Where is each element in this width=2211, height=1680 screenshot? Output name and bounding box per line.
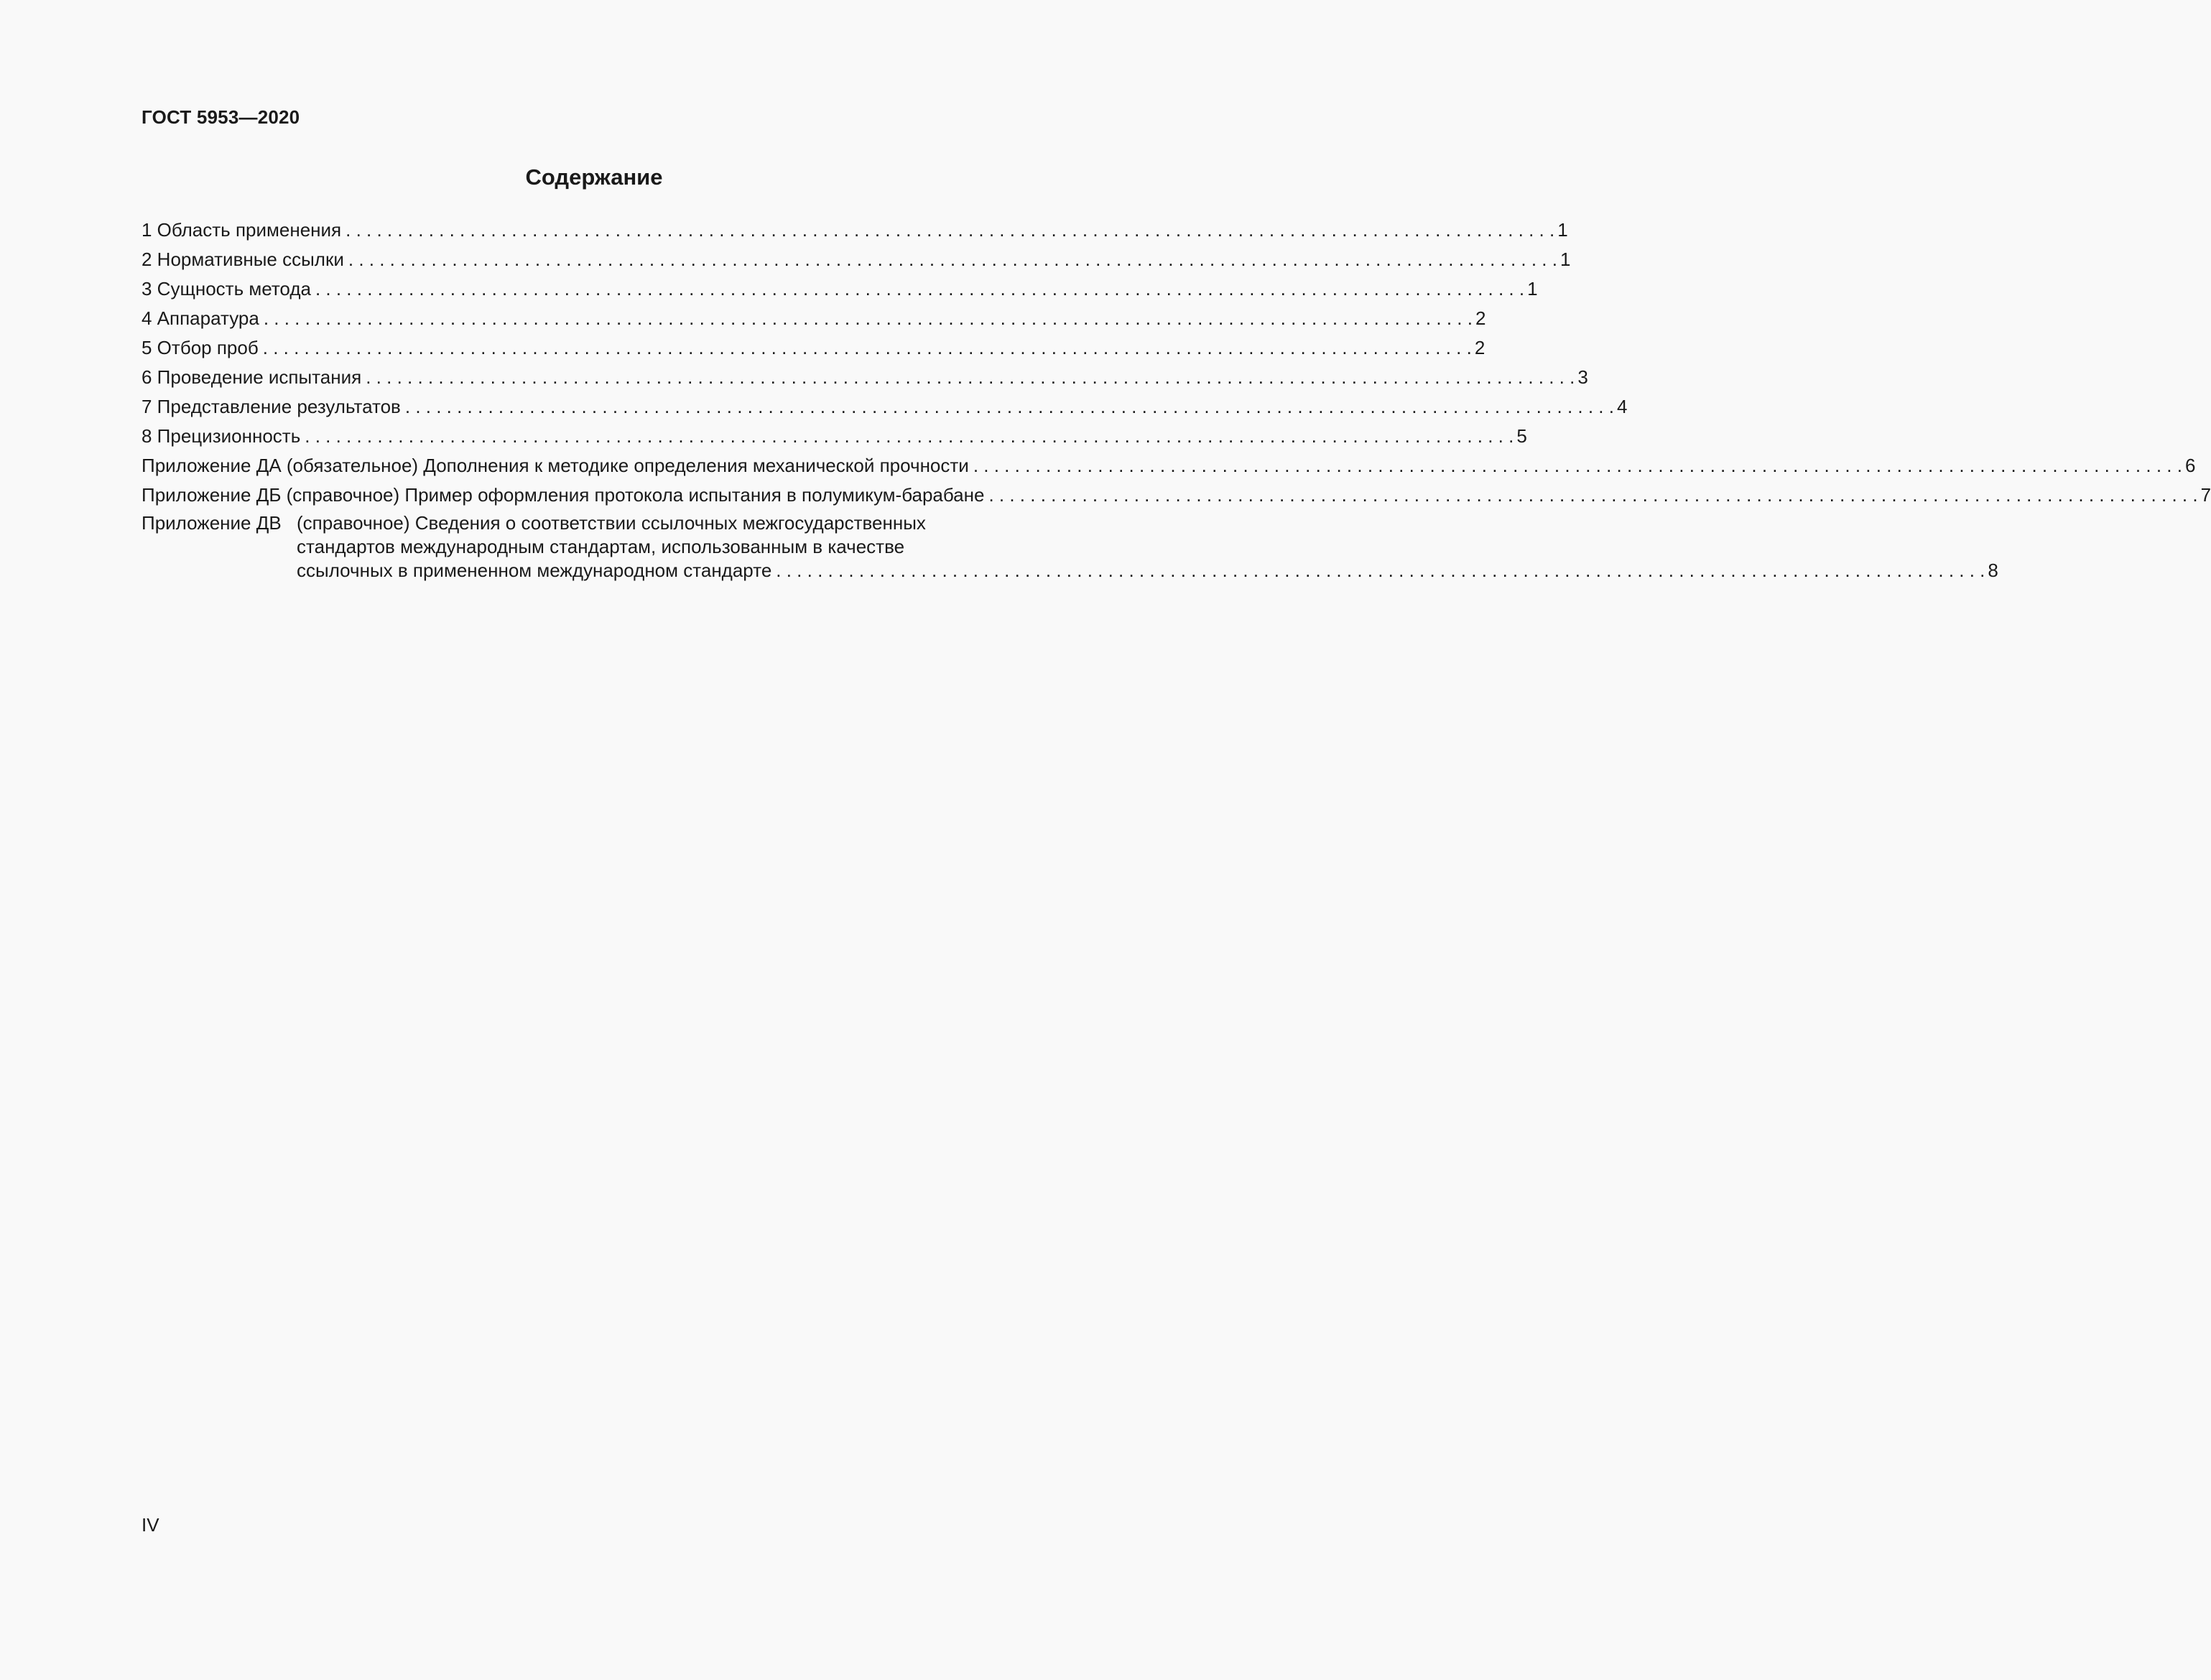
toc-item-page: 8 — [1988, 560, 1998, 581]
toc-item[interactable] — [142, 274, 1538, 304]
dot-leader — [348, 245, 1557, 274]
toc-item-page: 2 — [1475, 307, 1486, 329]
toc-item-page: 2 — [1474, 337, 1485, 358]
annex-dv-line-2: стандартов международным стандартам, использованным в качестве — [297, 536, 905, 557]
table-of-contents — [142, 215, 2211, 583]
toc-item-page: 6 — [2184, 455, 2196, 476]
toc-item-label: Приложение ДБ (справочное) Пример оформления протокола испытания в полумикум-барабане — [142, 484, 985, 506]
dot-leader — [988, 481, 2197, 510]
toc-item-page: 4 — [1616, 396, 1628, 417]
toc-item-label: Приложение ДА (обязательное) Дополнения к методике определения механической прочности — [142, 455, 969, 476]
toc-title: Содержание — [525, 164, 663, 190]
toc-item[interactable] — [142, 363, 1588, 392]
toc-item[interactable] — [142, 422, 1527, 451]
dot-leader — [264, 304, 1473, 333]
toc-item-page: 5 — [1516, 425, 1527, 447]
toc-item-label: 7 Представление результатов — [142, 396, 401, 417]
toc-item[interactable] — [142, 333, 1485, 363]
document-code: ГОСТ 5953—2020 — [142, 106, 300, 128]
dot-leader — [263, 333, 1472, 363]
toc-item-page: 1 — [1557, 219, 1568, 241]
annex-dv-line-1: (справочное) Сведения о соответствии ссылочных межгосударственных — [297, 512, 926, 534]
toc-item[interactable] — [142, 245, 1571, 274]
dot-leader — [346, 215, 1554, 245]
annex-dv-line-3: ссылочных в примененном международном стандарте — [297, 560, 772, 581]
dot-leader — [315, 274, 1524, 304]
toc-item-label: 2 Нормативные ссылки — [142, 249, 344, 270]
toc-item-label: 3 Сущность метода — [142, 278, 311, 300]
dot-leader — [305, 422, 1514, 451]
toc-item[interactable] — [142, 215, 1568, 245]
toc-item[interactable] — [142, 451, 2196, 481]
dot-leader — [405, 392, 1614, 422]
toc-item-annex-dv[interactable] — [142, 511, 1998, 583]
toc-item[interactable] — [142, 304, 1486, 333]
toc-item-page: 3 — [1577, 366, 1588, 388]
annex-dv-body — [297, 511, 1998, 583]
dot-leader — [973, 451, 2182, 481]
dot-leader — [366, 363, 1575, 392]
annex-dv-prefix: Приложение ДВ — [142, 512, 282, 534]
toc-item-label: 1 Область применения — [142, 219, 342, 241]
toc-item-label: 8 Прецизионность — [142, 425, 301, 447]
toc-item-label: 6 Проведение испытания — [142, 366, 362, 388]
page-number: IV — [142, 1514, 159, 1536]
toc-item-page: 1 — [1527, 278, 1538, 300]
toc-item-page: 1 — [1559, 249, 1571, 270]
toc-item[interactable] — [142, 392, 1628, 422]
annex-dv-last-line — [297, 559, 1998, 583]
toc-item[interactable] — [142, 481, 2211, 510]
toc-item-page: 7 — [2200, 484, 2211, 506]
toc-item-label: 4 Аппаратура — [142, 307, 259, 329]
toc-item-label: 5 Отбор проб — [142, 337, 259, 358]
dot-leader — [776, 559, 1985, 583]
